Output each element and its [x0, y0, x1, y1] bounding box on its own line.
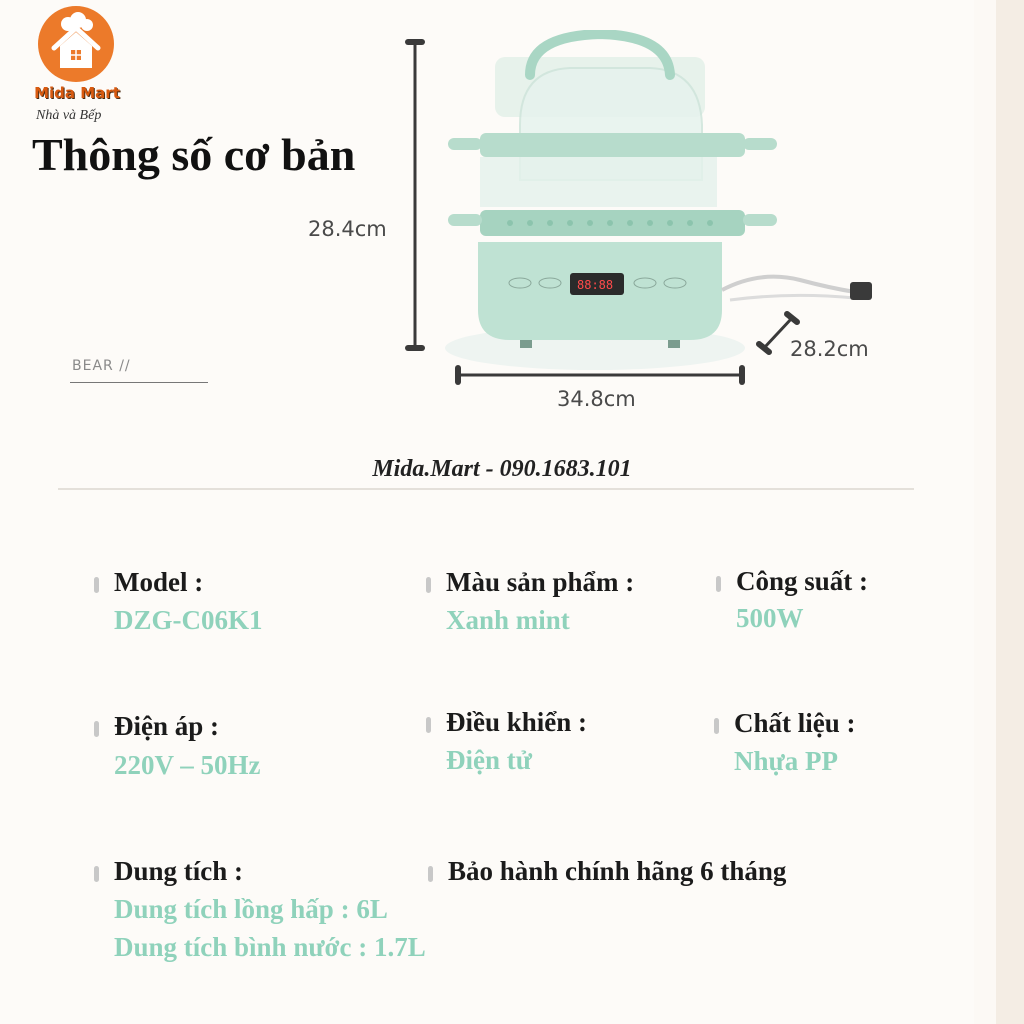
- svg-text:88:88: 88:88: [577, 278, 614, 292]
- spec-value: Điện tử: [446, 745, 532, 775]
- logo-brand-name: Mida Mart: [34, 84, 120, 102]
- contact-line: Mida.Mart - 090.1683.101: [372, 456, 632, 482]
- logo-tagline: Nhà và Bếp: [36, 108, 102, 123]
- height-dimension: 28.4cm: [308, 217, 387, 241]
- right-edge-strip: [974, 0, 1024, 1024]
- width-dimension: 34.8cm: [557, 387, 636, 411]
- spec-label: Màu sản phẩm :: [446, 567, 635, 597]
- spec-label: Điều khiển :: [446, 707, 588, 737]
- brand-logo: [22, 6, 132, 126]
- spec-value: 220V – 50Hz: [114, 750, 261, 780]
- bullet-bar: [428, 866, 433, 882]
- page-title: Thông số cơ bản: [32, 129, 356, 180]
- spec-value: 500W: [736, 603, 804, 633]
- spec-value: Dung tích bình nước : 1.7L: [114, 932, 426, 962]
- bullet-bar: [426, 577, 431, 593]
- bullet-bar: [426, 717, 431, 733]
- spec-label: Dung tích :: [114, 856, 244, 886]
- background-label-underline: [70, 382, 208, 383]
- bullet-bar: [94, 721, 99, 737]
- bullet-bar: [714, 718, 719, 734]
- house-icon: [38, 6, 114, 82]
- spec-label: Điện áp :: [114, 711, 220, 741]
- spec-value: Nhựa PP: [734, 746, 838, 776]
- spec-value: Xanh mint: [446, 605, 570, 635]
- steamer-illustration: [400, 30, 900, 420]
- spec-label: Công suất :: [736, 566, 869, 596]
- divider: [58, 488, 914, 490]
- spec-value: DZG-C06K1: [114, 605, 263, 635]
- background-label: BEAR //: [72, 358, 131, 374]
- spec-label: Chất liệu :: [734, 708, 856, 738]
- spec-label: Model :: [114, 567, 204, 597]
- bullet-bar: [94, 577, 99, 593]
- spec-value: Dung tích lồng hấp : 6L: [114, 894, 388, 924]
- depth-dimension: 28.2cm: [790, 337, 869, 361]
- bullet-bar: [716, 576, 721, 592]
- spec-label: Bảo hành chính hãng 6 tháng: [448, 856, 787, 886]
- bullet-bar: [94, 866, 99, 882]
